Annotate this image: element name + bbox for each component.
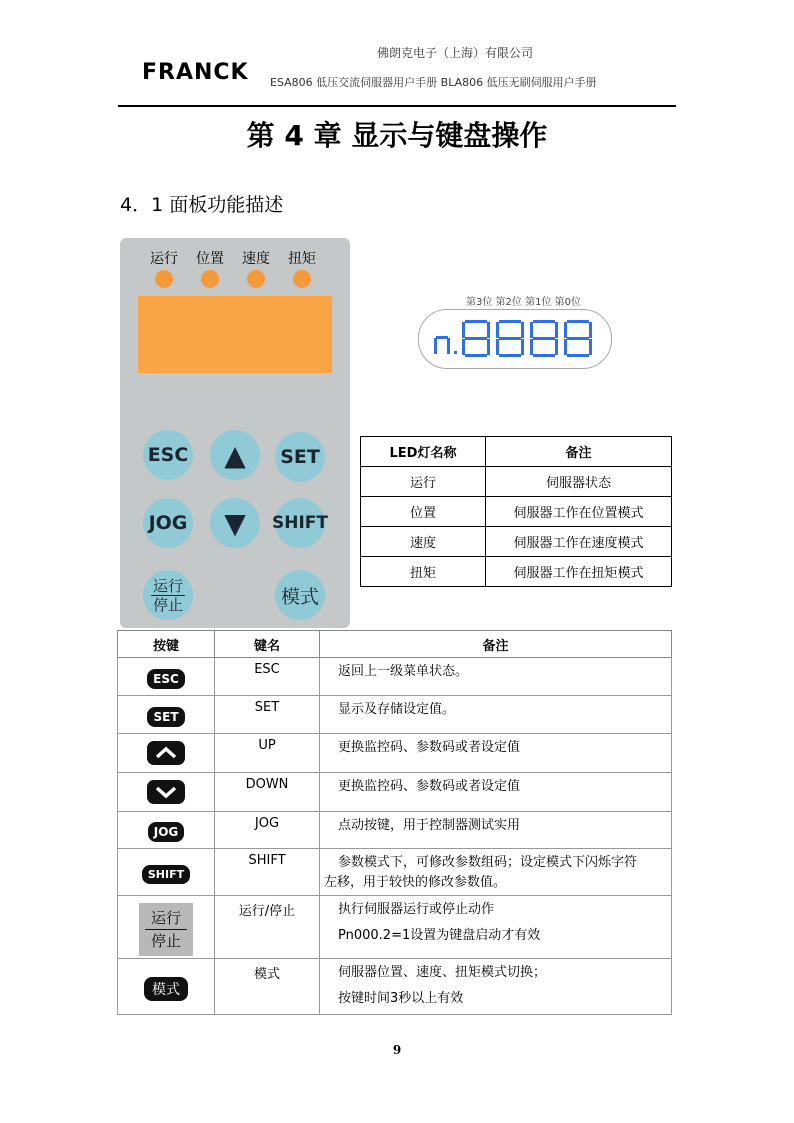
key-desc-cell [320, 773, 672, 812]
table-row [361, 497, 672, 527]
led-table-header-note: 备注 [486, 437, 672, 467]
key-desc-line-2: 按键时间3秒以上有效 [338, 991, 464, 1006]
segment-bar [564, 322, 567, 338]
manual-title: ESA806 低压交流伺服器用户手册 BLA806 低压无刷伺服用户手册 [270, 76, 597, 89]
led-name-cell: 扭矩 [361, 557, 486, 587]
table-row [118, 896, 672, 959]
table-row [118, 773, 672, 812]
key-icon-cell [118, 658, 215, 696]
page-number: 9 [392, 1043, 402, 1057]
shift-key: SHIFT [275, 498, 325, 548]
table-row [361, 557, 672, 587]
led-table-header [361, 437, 672, 467]
down-key: ▼ [210, 498, 260, 548]
key-desc-cell [320, 696, 672, 734]
key-table [117, 630, 672, 1015]
down-arrow-icon [147, 780, 185, 804]
key-name-cell: SHIFT [215, 849, 320, 896]
table-row [118, 696, 672, 734]
key-table-header [118, 631, 672, 658]
key-desc-line: 更换监控码、参数码或者设定值 [338, 740, 521, 755]
set-key-icon: SET [147, 707, 184, 727]
led-label-run: 运行 [150, 251, 178, 267]
chapter-title: 第 4 章 显示与键盘操作 [246, 119, 548, 152]
led-run-indicator [155, 270, 173, 288]
table-row [118, 658, 672, 696]
key-desc-cell [320, 658, 672, 696]
key-desc-line: 更换监控码、参数码或者设定值 [338, 779, 521, 794]
led-label-speed: 速度 [242, 251, 270, 267]
key-desc-line: 显示及存储设定值。 [338, 702, 456, 717]
section-title: 4．1 面板功能描述 [120, 194, 284, 216]
display-window [138, 296, 332, 373]
key-name-cell: 模式 [215, 959, 320, 1015]
segment-bar [521, 322, 524, 338]
segment-bar [465, 337, 487, 340]
segment-bar [555, 339, 558, 355]
key-icon-cell [118, 696, 215, 734]
brand-logo: FRANCK [142, 60, 249, 85]
key-desc-line: 执行伺服器运行或停止动作 [338, 902, 495, 917]
segment-bar [499, 320, 521, 323]
segment-bar [555, 322, 558, 338]
led-name-cell: 运行 [361, 467, 486, 497]
key-icon-cell [118, 812, 215, 849]
mode-key-icon: 模式 [144, 977, 188, 1001]
key-desc-cell [320, 959, 672, 1015]
segment-bar [533, 337, 555, 340]
key-name-cell: SET [215, 696, 320, 734]
jog-key-icon: JOG [148, 822, 185, 842]
key-desc-line: 参数模式下，可修改参数组码；设定模式下闪烁字符 [338, 855, 638, 870]
table-row [361, 527, 672, 557]
key-desc-cell [320, 849, 672, 896]
segment-bar [589, 322, 592, 338]
run-stop-key-line2: 停止 [152, 595, 183, 614]
segment-bar [564, 339, 567, 355]
led-position-indicator [201, 270, 219, 288]
key-icon-cell [118, 959, 215, 1015]
segment-bar [487, 339, 490, 355]
key-name-cell: ESC [215, 658, 320, 696]
key-desc-line: 返回上一级菜单状态。 [338, 664, 469, 679]
segment-bar [567, 320, 589, 323]
run-stop-icon-line2: 停止 [150, 931, 181, 950]
segment-display-reading [430, 318, 600, 360]
esc-key-icon: ESC [147, 669, 185, 689]
digit-position-caption: 第3位 第2位 第1位 第0位 [466, 297, 581, 308]
key-desc-cell [320, 896, 672, 959]
segment-bar [462, 339, 465, 355]
led-table-header-name: LED灯名称 [361, 437, 486, 467]
led-note-cell: 伺服器工作在扭矩模式 [486, 557, 672, 587]
mode-key: 模式 [275, 570, 325, 620]
key-desc-line-2: Pn000.2=1设置为键盘启动才有效 [338, 928, 541, 943]
led-torque-indicator [293, 270, 311, 288]
segment-bar [465, 320, 487, 323]
shift-key-icon: SHIFT [142, 865, 190, 884]
key-desc-line: 伺服器位置、速度、扭矩模式切换； [338, 965, 547, 980]
segment-bar [530, 322, 533, 338]
set-key: SET [275, 432, 325, 482]
segment-bar [521, 339, 524, 355]
led-name-cell: 位置 [361, 497, 486, 527]
table-row [361, 467, 672, 497]
led-speed-indicator [247, 270, 265, 288]
led-label-position: 位置 [196, 251, 224, 267]
table-row [118, 959, 672, 1015]
key-name-cell: 运行/停止 [215, 896, 320, 959]
table-row [118, 849, 672, 896]
keypad-panel [120, 238, 350, 628]
led-note-cell: 伺服器状态 [486, 467, 672, 497]
led-note-cell: 伺服器工作在位置模式 [486, 497, 672, 527]
segment-bar [462, 322, 465, 338]
key-icon-cell [118, 773, 215, 812]
led-name-cell: 速度 [361, 527, 486, 557]
key-desc-line: 点动按键，用于控制器测试实用 [338, 818, 521, 833]
led-table [360, 436, 672, 587]
up-arrow-icon [147, 741, 185, 765]
segment-bar [530, 339, 533, 355]
segment-bar [567, 337, 589, 340]
key-name-cell: DOWN [215, 773, 320, 812]
segment-bar [499, 337, 521, 340]
segment-bar [496, 339, 499, 355]
segment-bar [496, 322, 499, 338]
run-stop-key-line1: 运行 [152, 576, 183, 595]
run-stop-key-icon [139, 903, 193, 956]
led-label-torque: 扭矩 [288, 251, 316, 267]
table-row [118, 734, 672, 773]
key-table-header-note: 备注 [320, 631, 672, 658]
key-table-header-name: 键名 [215, 631, 320, 658]
key-icon-cell [118, 849, 215, 896]
key-table-header-key: 按键 [118, 631, 215, 658]
key-desc-line-2: 左移，用于较快的修改参数值。 [324, 875, 507, 890]
header-divider [118, 105, 676, 107]
run-stop-icon-line1: 运行 [145, 907, 187, 930]
segment-bar [589, 339, 592, 355]
up-key: ▲ [210, 430, 260, 480]
segment-bar [533, 354, 555, 357]
key-name-cell: JOG [215, 812, 320, 849]
segment-bar [487, 322, 490, 338]
esc-key: ESC [143, 430, 193, 480]
key-desc-cell [320, 812, 672, 849]
led-note-cell: 伺服器工作在速度模式 [486, 527, 672, 557]
segment-bar [533, 320, 555, 323]
segment-bar [567, 354, 589, 357]
key-icon-cell [118, 734, 215, 773]
table-row [118, 812, 672, 849]
run-stop-key [143, 570, 193, 620]
segment-bar [465, 354, 487, 357]
key-name-cell: UP [215, 734, 320, 773]
jog-key: JOG [143, 498, 193, 548]
key-icon-cell [118, 896, 215, 959]
segment-bar [499, 354, 521, 357]
key-desc-cell [320, 734, 672, 773]
company-name: 佛朗克电子（上海）有限公司 [376, 46, 533, 60]
